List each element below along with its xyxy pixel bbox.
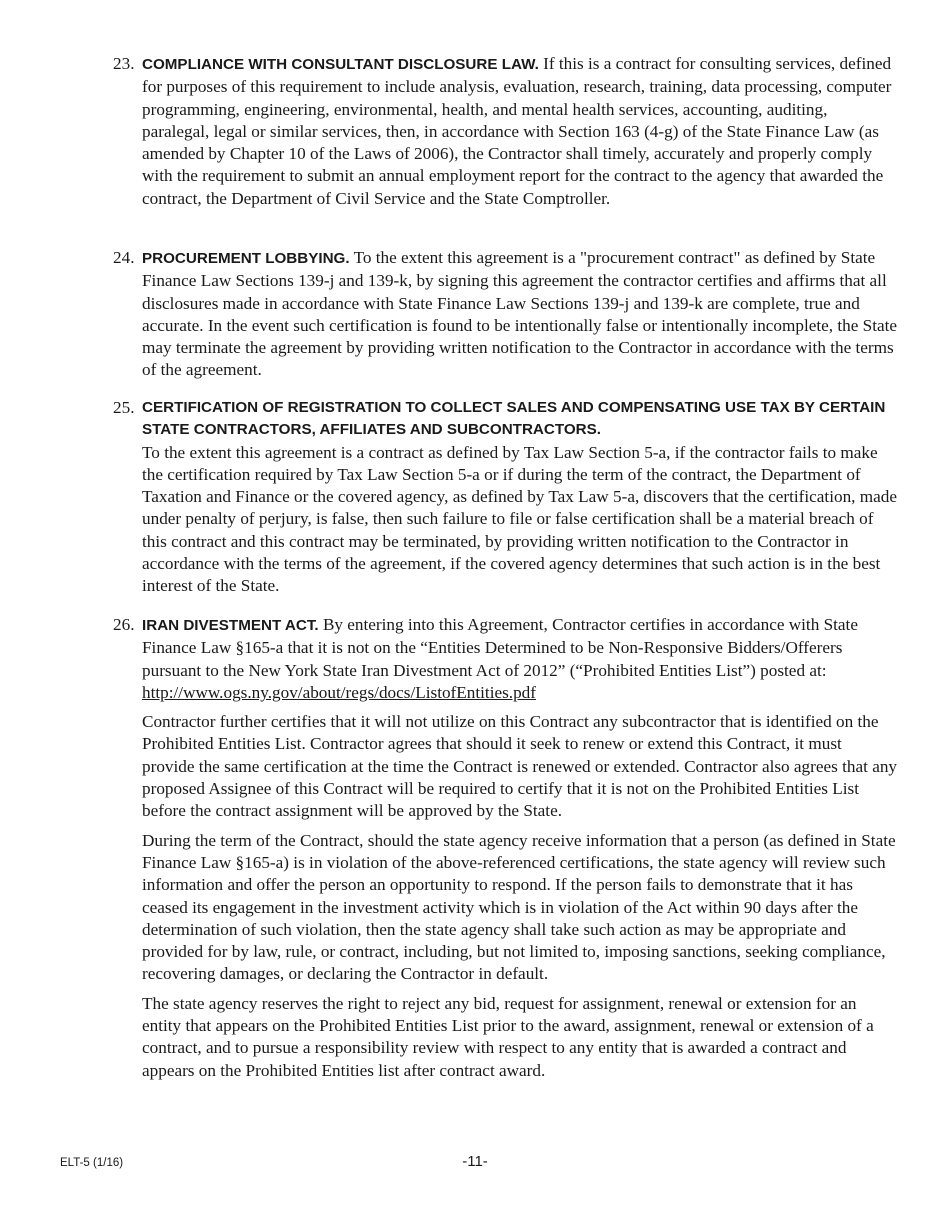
section-heading: IRAN DIVESTMENT ACT.	[142, 617, 319, 634]
section-heading: PROCUREMENT LOBBYING.	[142, 250, 350, 267]
section-paragraph	[142, 247, 898, 382]
section-paragraph: During the term of the Contract, should the state agency receive information that a person (as defined in State Finance Law §165-a) is in violation of the above-referenced certifications, the state agency will review such information and offer the person an opportunity to respond. If the person fails to demonstrate that it has ceased its engagement in the investment activity which is in violation of the Act within 90 days after the determination of such violation, then the state agency shall take such action as may be appropriate and provided for by law, rule, or contract, including, but not limited to, imposing sanctions, seeking compliance, recovering damages, or declaring the Contractor in default.	[142, 830, 896, 984]
section-text: By entering into this Agreement, Contractor certifies in accordance with State Finance Law §165-a that it is not on the “Entities Determined to be Non-Responsive Bidders/Offerers pursuant to the New York State Iran Divestment Act of 2012” (“Prohibited Entities List”) posted at:	[142, 615, 858, 680]
prohibited-entities-link[interactable]: http://www.ogs.ny.gov/about/regs/docs/ListofEntities.pdf	[142, 682, 537, 702]
section-number: 25.	[113, 398, 135, 417]
section-body	[142, 53, 898, 210]
section-23	[113, 53, 898, 217]
section-body	[142, 614, 898, 1082]
section-text: To the extent this agreement is a "procurement contract" as defined by State Finance Law Sections 139-j and 139-k, by signing this agreement the contractor certifies and affirms that all disclosures made in accordance with State Finance Law Sections 139-j and 139-k are complete, true and accurate. In the event such certification is found to be intentionally false or intentionally incomplete, the State may terminate the agreement by providing written notification to the Contractor in accordance with the terms of the agreement.	[142, 248, 898, 380]
section-number: 24.	[113, 248, 135, 267]
section-number: 23.	[113, 54, 135, 73]
section-body	[142, 397, 898, 598]
section-25	[113, 397, 898, 605]
section-paragraph	[142, 614, 898, 704]
section-text: If this is a contract for consulting services, defined for purposes of this requirement to include analysis, evaluation, research, training, data processing, computer programming, engineering, environmental, health, and mental health services, accounting, auditing, paralegal, legal or similar services, then, in accordance with Section 163 (4-g) of the State Finance Law (as amended by Chapter 10 of the Laws of 2006), the Contractor shall timely, accurately and properly comply with the requirement to submit an annual employment report for the contract to the agency that awarded the contract, the Department of Civil Service and the State Comptroller.	[142, 54, 892, 208]
section-text: To the extent this agreement is a contract as defined by Tax Law Section 5-a, if the contractor fails to make the certification required by Tax Law Section 5-a or if during the term of the contract, the Department of Taxation and Finance or the covered agency, as defined by Tax Law 5-a, discovers that the certification, made under penalty of perjury, is false, then such failure to file or false certification shall be a material breach of this contract and this contract may be terminated, by providing written notification to the Contractor in accordance with the terms of the agreement, if the covered agency determines that such action is in the best interest of the State.	[142, 442, 897, 596]
section-paragraph	[142, 53, 898, 210]
section-26	[113, 614, 898, 1089]
section-paragraph: Contractor further certifies that it will not utilize on this Contract any subcontractor that is identified on the Prohibited Entities List. Contractor agrees that should it seek to renew or extend this Contract, it must provide the same certification at the time the Contract is renewed or extended. Contractor also agrees that any proposed Assignee of this Contract will be required to certify that it is not on the Prohibited Entities List before the contract assignment will be approved by the State.	[142, 712, 898, 821]
section-paragraph: The state agency reserves the right to reject any bid, request for assignment, renewal or extension for an entity that appears on the Prohibited Entities List prior to the award, assignment, renewal or extension of a contract, and to pursue a responsibility review with respect to any entity that is awarded a contract and appears on the Prohibited Entities list after contract award.	[142, 993, 874, 1080]
form-id: ELT-5 (1/16)	[60, 1157, 124, 1169]
section-number: 26.	[113, 615, 135, 634]
section-24	[113, 247, 898, 389]
section-heading: CERTIFICATION OF REGISTRATION TO COLLECT SALES AND COMPENSATING USE TAX BY CERTAIN STATE CONTRACTORS, AFFILIATES AND SUBCONTRACTORS.	[142, 399, 886, 439]
section-body	[142, 247, 898, 382]
page-number: -11-	[462, 1153, 488, 1170]
section-heading: COMPLIANCE WITH CONSULTANT DISCLOSURE LAW.	[142, 56, 539, 73]
